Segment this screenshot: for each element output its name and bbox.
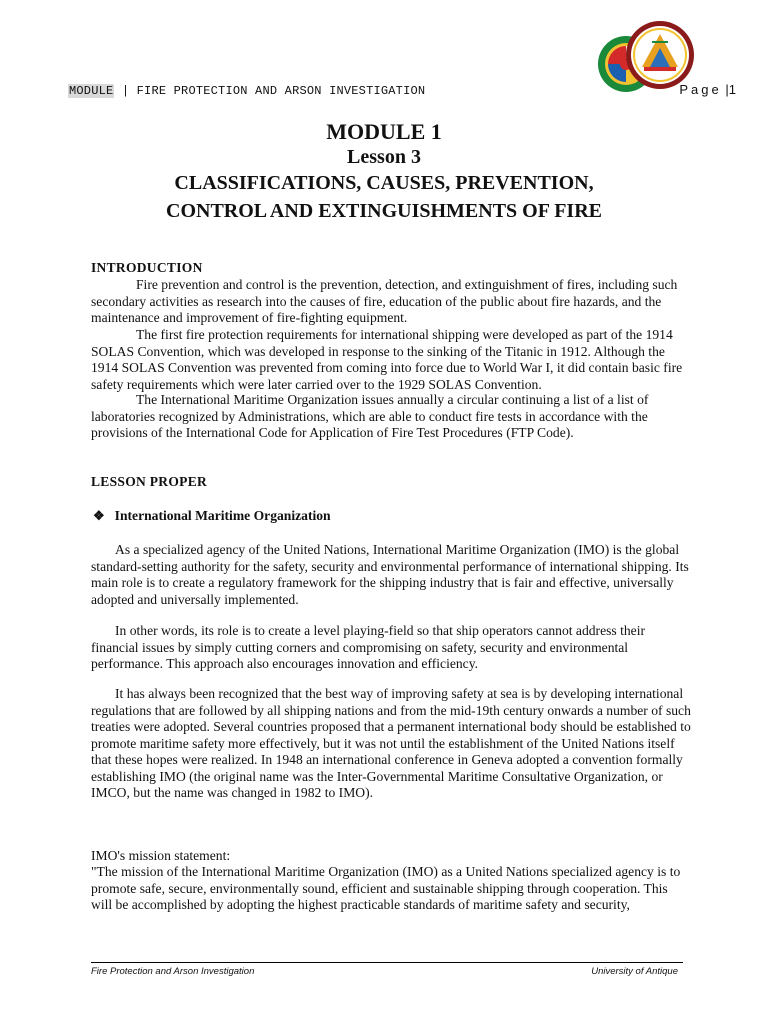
introduction-heading: INTRODUCTION — [91, 260, 203, 275]
introduction-paragraph-3: The International Maritime Organization issues annually a circular continuing a list of a list of laboratories recognized by Administrations, which are able to conduct fire tests in accordance with the provisions of the International Code for Application of Fire Test Procedures (FTP Code). — [91, 392, 649, 440]
footer-university: University of Antique — [591, 966, 678, 977]
page-number-label — [679, 82, 736, 97]
lesson-topic-line-2: CONTROL AND EXTINGUISHMENTS OF FIRE — [166, 200, 602, 222]
title-block — [68, 118, 700, 225]
lesson-proper-heading: LESSON PROPER — [91, 474, 208, 489]
introduction-paragraph-2: The first fire protection requirements for international shipping were developed as part of the 1914 SOLAS Convention, which was developed in response to the sinking of the Titanic in 1912. Although the 1914 SOLAS Convention was prevented from coming into force due to World War I, it did contain basic fire safety requirements which were later carried over to the 1929 SOLAS Convention. — [91, 327, 683, 392]
mission-statement-label: IMO's mission statement: — [91, 848, 231, 863]
lesson-paragraph-3: It has always been recognized that the best way of improving safety at sea is by developing international regulations that are followed by all shipping nations and from the mid-19th century onwards a number of such treaties were adopted. Several countries proposed that a permanent international body should be established to promote maritime safety more effectively, but it was not until the establishment of the United Nations itself that these hopes were realized. In 1948 an international conference in Geneva adopted a convention formally establishing IMO (the original name was the Inter-Governmental Maritime Consultative Organization, or IMCO, but the name was changed in 1982 to IMO). — [91, 686, 691, 800]
module-title: MODULE 1 — [326, 119, 442, 144]
page-separator: | — [725, 82, 729, 97]
lesson-title: Lesson 3 — [347, 146, 421, 168]
header-module-word: MODULE — [69, 84, 114, 98]
lesson-paragraph-1: As a specialized agency of the United Nations, International Maritime Organization (IMO) is the global standard-setting authority for the safety, security and environmental performance of international shipping. Its main role is to create a regulatory framework for the shipping industry that is fair and effective, universally adopted and universally implemented. — [91, 542, 689, 607]
header-separator: | — [121, 84, 130, 98]
introduction-paragraph-1: Fire prevention and control is the prevention, detection, and extinguishment of fires, including such secondary activities as research into the causes of fire, education of the public about fire hazards, and the maintenance and improvement of fire-fighting equipment. — [91, 277, 678, 325]
mission-statement-text: "The mission of the International Maritime Organization (IMO) as a United Nations specialized agency is to promote safe, secure, environmentally sound, efficient and sustainable shipping through cooperation. This will be accomplished by adopting the highest practicable standards of maritime safety and security, — [91, 864, 681, 912]
header-course-line — [68, 84, 425, 98]
footer-rule — [91, 962, 683, 963]
page-word: Page — [679, 82, 722, 97]
header-course-title: FIRE PROTECTION AND ARSON INVESTIGATION — [136, 84, 426, 98]
lesson-paragraph-2: In other words, its role is to create a level playing-field so that ship operators cannot address their financial issues by simply cutting corners and compromising on safety, security and environmental performance. This approach also encourages innovation and efficiency. — [91, 623, 645, 671]
diamond-bullet-icon: ❖ — [93, 508, 105, 523]
lesson-topic-line-1: CLASSIFICATIONS, CAUSES, PREVENTION, — [174, 172, 594, 194]
imo-subheading — [91, 508, 331, 524]
page-number: 1 — [728, 82, 736, 97]
running-header — [68, 84, 736, 100]
footer-course-title: Fire Protection and Arson Investigation — [91, 966, 255, 977]
imo-subheading-text: International Maritime Organization — [114, 508, 331, 523]
